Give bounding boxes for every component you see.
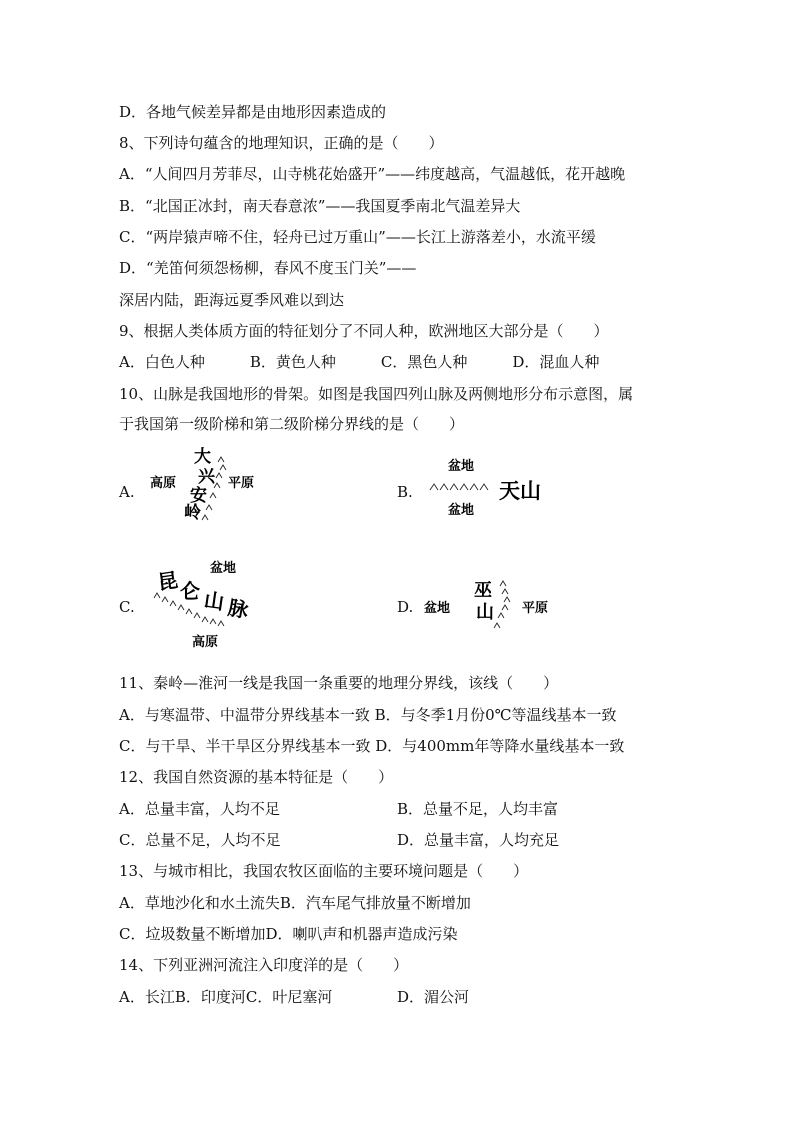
question-10-cont: 于我国第一级阶梯和第二级阶梯分界线的是（ ） xyxy=(119,415,465,433)
option-d-q8-cont: 深居内陆，距海远夏季风难以到达 xyxy=(119,291,345,309)
figure-a-diagram xyxy=(140,440,270,525)
figure-d-mountain-symbols xyxy=(494,581,510,628)
options-q14-abc: A．长江B．印度河C．叶尼塞河 xyxy=(119,988,333,1006)
figure-a-label: A. xyxy=(119,483,135,501)
option-b-q12: B．总量不足，人均丰富 xyxy=(397,800,559,818)
figure-d-left-label: 盆地 xyxy=(424,601,451,616)
figure-c-mtn-char-1: 昆 xyxy=(156,567,180,595)
options-q11-cd: C．与干旱、半干旱区分界线基本一致 D．与400mm年等降水量线基本一致 xyxy=(119,737,625,755)
figure-d-mtn-char-1: 巫 xyxy=(474,580,492,601)
option-d-q12: D．总量丰富，人均充足 xyxy=(397,831,560,849)
figure-c-mtn-char-2: 仑 xyxy=(180,579,200,603)
options-q13-ab: A．草地沙化和水土流失B．汽车尾气排放量不断增加 xyxy=(119,894,471,912)
figure-a-right-label: 平原 xyxy=(228,476,255,491)
options-q13-cd: C．垃圾数量不断增加D．喇叭声和机器声造成污染 xyxy=(119,925,458,943)
question-14: 14、下列亚洲河流注入印度洋的是（ ） xyxy=(119,956,409,974)
question-13: 13、与城市相比，我国农牧区面临的主要环境问题是（ ） xyxy=(119,862,529,880)
figure-b-mountain-name: 天山 xyxy=(499,479,541,503)
figure-c-diagram xyxy=(148,552,268,652)
option-a-q12: A．总量丰富，人均不足 xyxy=(119,800,280,818)
option-d-q8: D．“羌笛何须怨杨柳，春风不度玉门关”—— xyxy=(119,259,417,277)
option-b-q8: B．“北国正冰封，南天春意浓”——我国夏季南北气温差异大 xyxy=(119,197,521,215)
option-d-q7: D．各地气候差异都是由地形因素造成的 xyxy=(119,103,387,121)
figure-a-mtn-char-4: 岭 xyxy=(184,503,201,523)
option-c-q8: C．“两岸猿声啼不住，轻舟已过万重山”——长江上游落差小，水流平缓 xyxy=(119,228,596,246)
question-10: 10、山脉是我国地形的骨架。如图是我国四列山脉及两侧地形分布示意图，属 xyxy=(119,385,634,403)
figure-b-bottom-label: 盆地 xyxy=(448,503,475,518)
figure-d-mtn-char-2: 山 xyxy=(476,602,494,623)
figure-c-bottom-label: 高原 xyxy=(192,635,219,650)
figure-a-left-label: 高原 xyxy=(150,476,177,491)
figure-a-mtn-char-3: 安 xyxy=(190,486,207,506)
figure-c-mtn-char-3: 山 xyxy=(202,587,226,615)
figure-c-mtn-char-4: 脉 xyxy=(226,595,251,623)
figure-b-mountain-symbols xyxy=(430,484,488,490)
figure-d-diagram xyxy=(422,572,562,642)
figure-a-mtn-char-2: 兴 xyxy=(198,467,215,487)
option-a-q8: A．“人间四月芳菲尽，山寺桃花始盛开”——纬度越高，气温越低，花开越晚 xyxy=(119,165,626,183)
figure-d-right-label: 平原 xyxy=(522,601,549,616)
figure-c-label: C. xyxy=(119,598,135,616)
question-9: 9、根据人类体质方面的特征划分了不同人种，欧洲地区大部分是（ ） xyxy=(119,322,609,340)
figure-c-top-label: 盆地 xyxy=(210,561,237,576)
figure-b-diagram xyxy=(422,452,562,522)
figure-d-label: D. xyxy=(397,598,414,616)
options-q11-ab: A．与寒温带、中温带分界线基本一致 B．与冬季1月份0℃等温线基本一致 xyxy=(119,706,617,724)
figure-a-mtn-char-1: 大 xyxy=(194,447,211,467)
option-d-q14: D．湄公河 xyxy=(397,988,470,1006)
option-c-q12: C．总量不足，人均不足 xyxy=(119,831,281,849)
question-11: 11、秦岭—淮河一线是我国一条重要的地理分界线，该线（ ） xyxy=(119,674,559,692)
question-12: 12、我国自然资源的基本特征是（ ） xyxy=(119,768,394,786)
figure-b-top-label: 盆地 xyxy=(448,459,475,474)
question-8: 8、下列诗句蕴含的地理知识，正确的是（ ） xyxy=(119,134,444,152)
options-q9: A．白色人种 B．黄色人种 C．黑色人种 D．混血人种 xyxy=(119,353,600,371)
figure-b-label: B. xyxy=(397,483,413,501)
